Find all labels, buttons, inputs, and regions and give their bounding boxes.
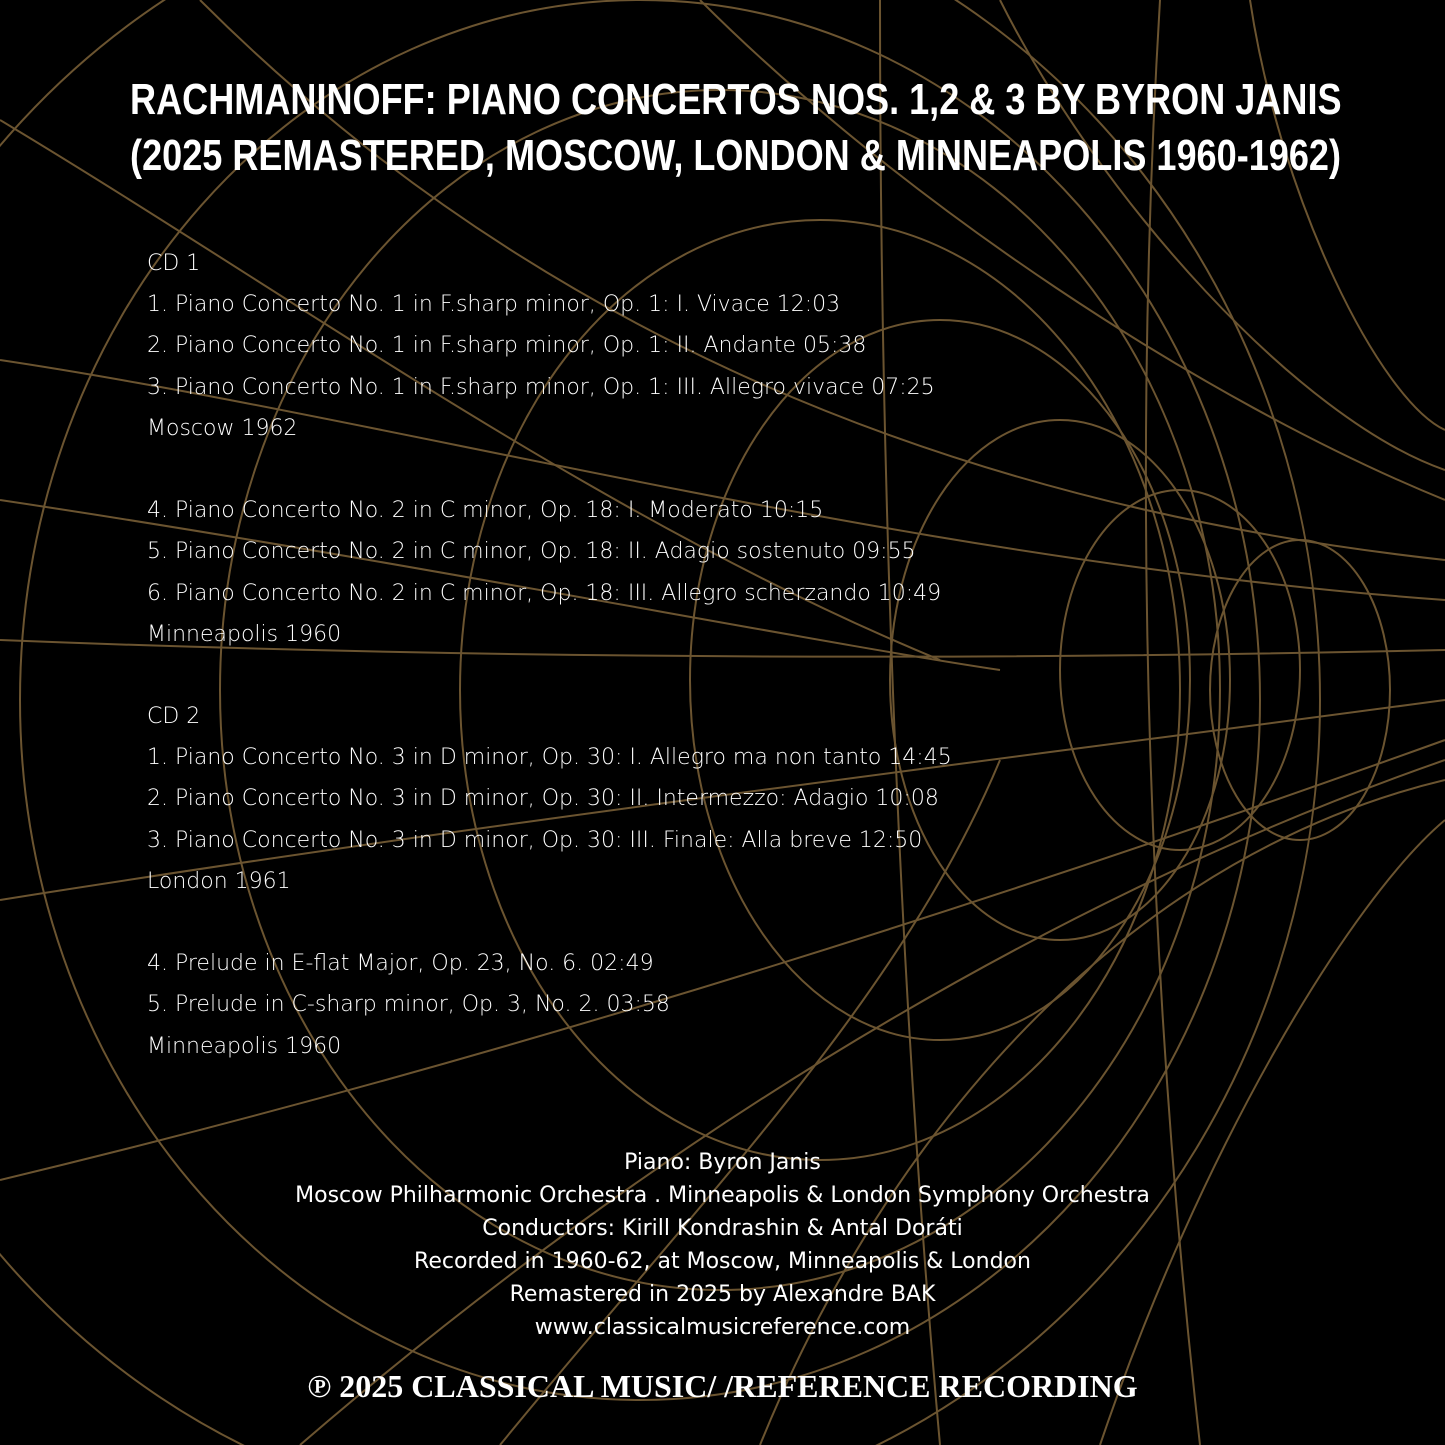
bg-curve [1250, 0, 1445, 430]
track-item: 3. Piano Concerto No. 3 in D minor, Op. 30: III. Finale: Alla breve 12:50 [147, 827, 923, 853]
track-item: 3. Piano Concerto No. 1 in F.sharp minor, Op. 1: III. Allegro vivace 07:25 [147, 374, 935, 400]
spacer [147, 449, 952, 490]
credits [0, 1146, 1445, 1344]
cd1-label: CD 1 [147, 251, 201, 276]
track-item: 5. Piano Concerto No. 2 in C minor, Op. 18: II. Adagio sostenuto 09:55 [147, 539, 916, 565]
credit-recorded: Recorded in 1960-62, at Moscow, Minneapolis & London [414, 1249, 1031, 1274]
recording-place: London 1961 [147, 868, 291, 894]
recording-place: Minneapolis 1960 [147, 621, 342, 647]
bg-curve [1100, 820, 1445, 1445]
credit-remastered: Remastered in 2025 by Alexandre BAK [509, 1282, 936, 1307]
track-item: 6. Piano Concerto No. 2 in C minor, Op. 18: III. Allegro scherzando 10:49 [147, 580, 942, 606]
recording-place: Moscow 1962 [147, 415, 298, 441]
track-item: 2. Piano Concerto No. 1 in F.sharp minor, Op. 1: II. Andante 05:38 [147, 333, 867, 359]
bg-curve [1000, 0, 1445, 470]
credit-website: www.classicalmusicreference.com [534, 1315, 911, 1340]
album-title [130, 72, 1342, 184]
track-item: 4. Prelude in E-flat Major, Op. 23, No. 6. 02:49 [147, 951, 654, 977]
track-item: 2. Piano Concerto No. 3 in D minor, Op. 30: II. Intermezzo: Adagio 10:08 [147, 786, 939, 812]
track-item: 5. Prelude in C-sharp minor, Op. 3, No. 2. 03:58 [147, 992, 670, 1018]
spacer [147, 902, 952, 943]
copyright-notice: ℗ 2025 CLASSICAL MUSIC/ /REFERENCE RECORDING [307, 1368, 1138, 1404]
cd2-label: CD 2 [147, 704, 201, 730]
credit-pianist: Piano: Byron Janis [624, 1150, 821, 1175]
recording-place: Minneapolis 1960 [147, 1033, 342, 1059]
track-item: 1. Piano Concerto No. 3 in D minor, Op. 30: I. Allegro ma non tanto 14:45 [147, 745, 952, 771]
credit-conductors: Conductors: Kirill Kondrashin & Antal Doráti [482, 1216, 963, 1241]
spacer [147, 655, 952, 696]
track-item: 1. Piano Concerto No. 1 in F.sharp minor, Op. 1: I. Vivace 12:03 [147, 292, 841, 318]
album-title-line-2: (2025 REMASTERED, MOSCOW, LONDON & MINNEAPOLIS 1960-1962) [130, 131, 1341, 180]
credit-orchestras: Moscow Philharmonic Orchestra . Minneapolis & London Symphony Orchestra [295, 1183, 1150, 1208]
album-title-line-1: RACHMANINOFF: PIANO CONCERTOS NOS. 1,2 & 3 BY BYRON JANIS [130, 75, 1342, 124]
tracklist [147, 243, 952, 1067]
track-item: 4. Piano Concerto No. 2 in C minor, Op. 18: I. Moderato 10:15 [147, 498, 824, 524]
